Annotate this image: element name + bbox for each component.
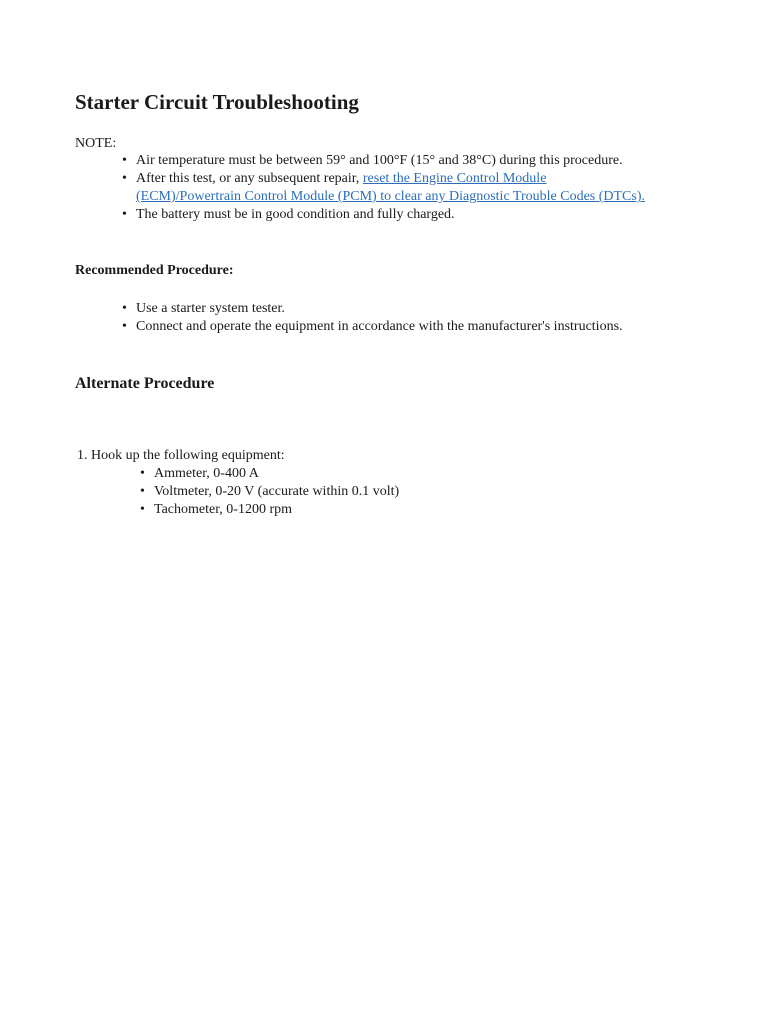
alternate-procedure-heading: Alternate Procedure [75,375,215,392]
note-item-text: Air temperature must be between 59° and 100°F (15° and 38°C) during this procedure. [136,153,623,168]
bullet-icon: • [122,171,127,186]
step-1 [77,447,285,465]
list-item [140,483,399,501]
list-item [122,152,645,170]
note-item-text: After this test, or any subsequent repair, [136,171,363,186]
list-item [122,170,645,206]
bullet-icon: • [140,466,145,481]
list-item [140,501,399,519]
list-item [140,465,399,483]
step-number: 1. [77,448,88,463]
list-item [122,206,645,224]
bullet-icon: • [122,207,127,222]
note-item-line [136,170,645,188]
bullet-icon: • [122,301,127,316]
list-item [122,318,623,336]
note-item-line [136,188,645,206]
page-title: Starter Circuit Troubleshooting [75,90,359,114]
list-item [122,300,623,318]
step-text: Hook up the following equipment: [91,448,285,463]
bullet-icon: • [140,484,145,499]
equipment-item-text: Ammeter, 0-400 A [154,466,259,481]
note-label: NOTE: [75,136,117,151]
equipment-item-text: Voltmeter, 0-20 V (accurate within 0.1 volt) [154,484,400,499]
bullet-icon: • [140,502,145,517]
reset-ecm-link[interactable]: reset the Engine Control Module [362,171,547,186]
bullet-icon: • [122,153,127,168]
bullet-icon: • [122,319,127,334]
note-item-text: The battery must be in good condition and fully charged. [136,207,455,222]
recommended-item-text: Use a starter system tester. [136,301,285,316]
equipment-item-text: Tachometer, 0-1200 rpm [154,502,293,517]
note-list [122,152,645,224]
equipment-list [140,465,399,519]
recommended-item-text: Connect and operate the equipment in accordance with the manufacturer's instructions. [136,319,623,334]
recommended-procedure-list [122,300,623,336]
recommended-procedure-label: Recommended Procedure: [75,263,234,278]
reset-ecm-link-continued[interactable]: (ECM)/Powertrain Control Module (PCM) to clear any Diagnostic Trouble Codes (DTCs). [136,189,646,204]
